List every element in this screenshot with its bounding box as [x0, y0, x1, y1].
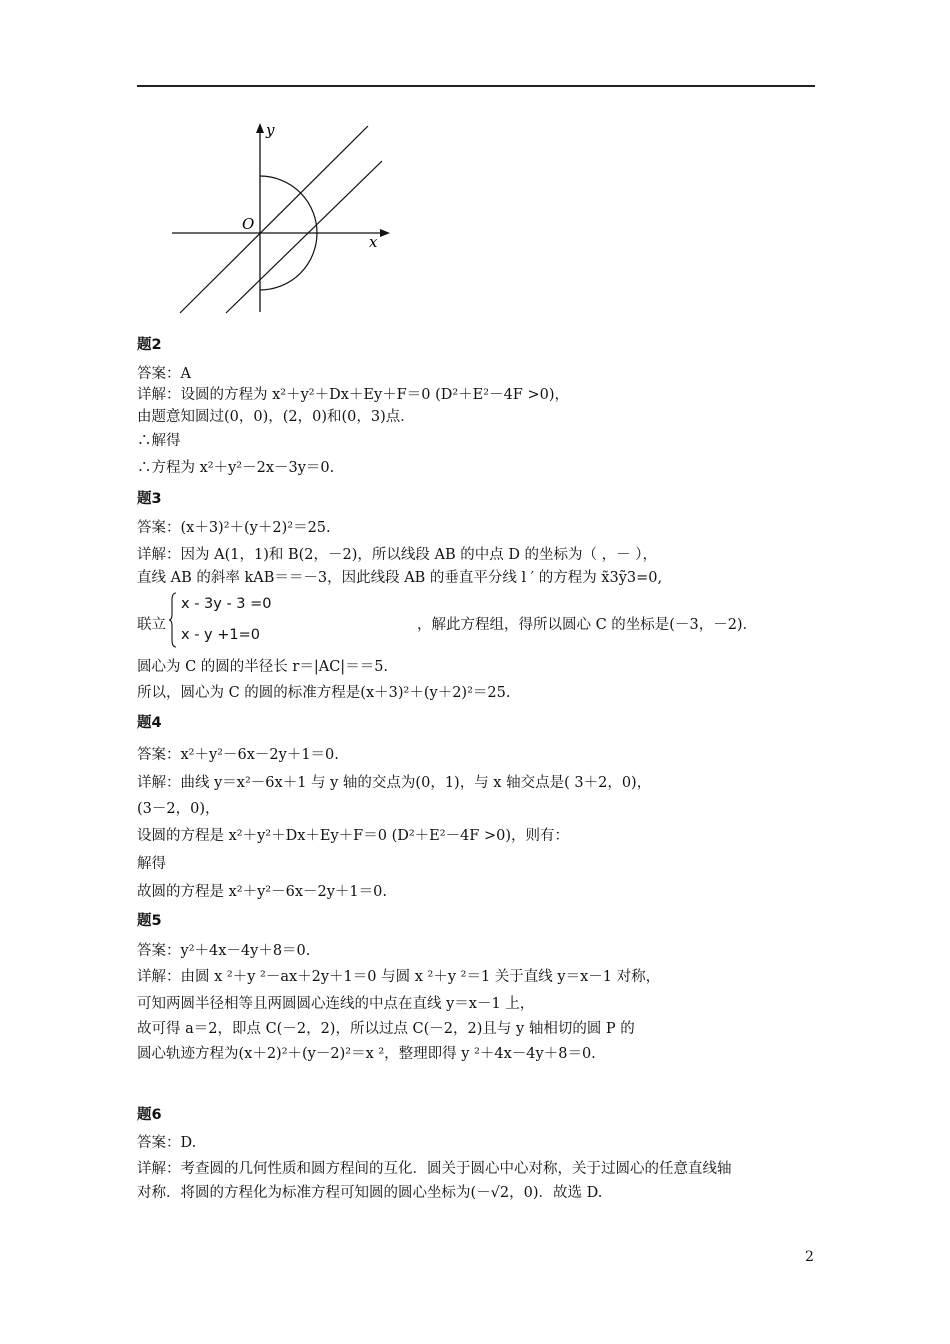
text-line: 由题意知圆过(0，0)，(2，0)和(0，3)点． [137, 409, 415, 425]
text-line: 圆心轨迹方程为(x＋2)²＋(y－2)²＝x ²，整理即得 y ²＋4x－4y＋8＝0. [137, 1046, 596, 1062]
text-line: 故可得 a＝2，即点 C(－2，2)，所以过点 C(－2，2)且与 y 轴相切的圆 P 的 [137, 1021, 635, 1037]
text-line: 所以，圆心为 C 的圆的标准方程是(x＋3)²＋(y＋2)²＝25. [137, 685, 511, 701]
section-heading: 题4 [137, 715, 162, 731]
section-heading: 题3 [137, 491, 162, 507]
text-line: 圆心为 C 的圆的半径长 r＝|AC|＝＝5. [137, 659, 389, 675]
left-brace [169, 592, 177, 648]
text-line: 可知两圆半径相等且两圆圆心连线的中点在直线 y＝x－1 上， [137, 996, 535, 1012]
text-line: 设圆的方程是 x²＋y²＋Dx＋Ey＋F＝0 (D²＋E²－4F >0)，则有： [137, 828, 569, 844]
text-line: 对称．将圆的方程化为标准方程可知圆的圆心坐标为(－√2，0)．故选 D. [137, 1185, 603, 1201]
text-line: 详解：考查圆的几何性质和圆方程间的互化．圆关于圆心中心对称，关于过圆心的任意直线轴 [137, 1161, 732, 1177]
text-line: 直线 AB 的斜率 kAB＝＝－3，因此线段 AB 的垂直平分线 l ′ 的方程为 x̃3ỹ3=0, [137, 570, 663, 586]
header-rule [137, 85, 815, 87]
text-line: 故圆的方程是 x²＋y²－6x－2y＋1＝0. [137, 884, 387, 900]
page-number: 2 [805, 1249, 814, 1265]
text-line: 详解：因为 A(1，1)和 B(2，－2)，所以线段 AB 的中点 D 的坐标为（ ，－ ）， [137, 547, 658, 563]
text-line: 详解：设圆的方程为 x²＋y²＋Dx＋Ey＋F＝0 (D²＋E²－4F >0)， [137, 387, 569, 403]
section-heading: 题5 [137, 913, 162, 929]
system-equation-1: x - 3y - 3 =0 [181, 596, 272, 612]
lower-line [226, 161, 382, 313]
section-heading: 题2 [137, 337, 162, 353]
origin-label: O [242, 215, 255, 233]
text-line: 答案：x²＋y²－6x－2y＋1＝0. [137, 747, 339, 763]
coordinate-figure [168, 118, 398, 318]
upper-line [180, 126, 368, 313]
y-axis-arrow [256, 123, 264, 133]
system-prefix: 联立 [137, 617, 166, 633]
section-heading: 题6 [137, 1107, 162, 1123]
text-line: 解得 [137, 856, 166, 872]
system-suffix: ，解此方程组，得所以圆心 C 的坐标是(－3，－2)． [417, 617, 758, 633]
x-axis-arrow [380, 229, 390, 237]
text-line: 详解：曲线 y＝x²－6x＋1 与 y 轴的交点为(0，1)，与 x 轴交点是( 3＋2，0)， [137, 775, 652, 791]
text-line: ∴方程为 x²＋y²－2x－3y＝0. [137, 460, 335, 476]
text-line: 答案：A [137, 366, 191, 382]
text-line: (3－2，0)， [137, 801, 220, 817]
x-axis-label: x [369, 233, 378, 251]
text-line: 答案：y²＋4x－4y＋8＝0. [137, 943, 311, 959]
text-line: 答案：D. [137, 1135, 197, 1151]
system-equation-2: x - y +1=0 [181, 627, 260, 643]
y-axis-label: y [266, 121, 275, 139]
text-line: 答案：(x＋3)²＋(y＋2)²＝25. [137, 520, 331, 536]
text-line: 详解：由圆 x ²＋y ²－ax＋2y＋1＝0 与圆 x ²＋y ²＝1 关于直线 y＝x－1 对称， [137, 969, 661, 985]
text-line: ∴解得 [137, 433, 181, 449]
